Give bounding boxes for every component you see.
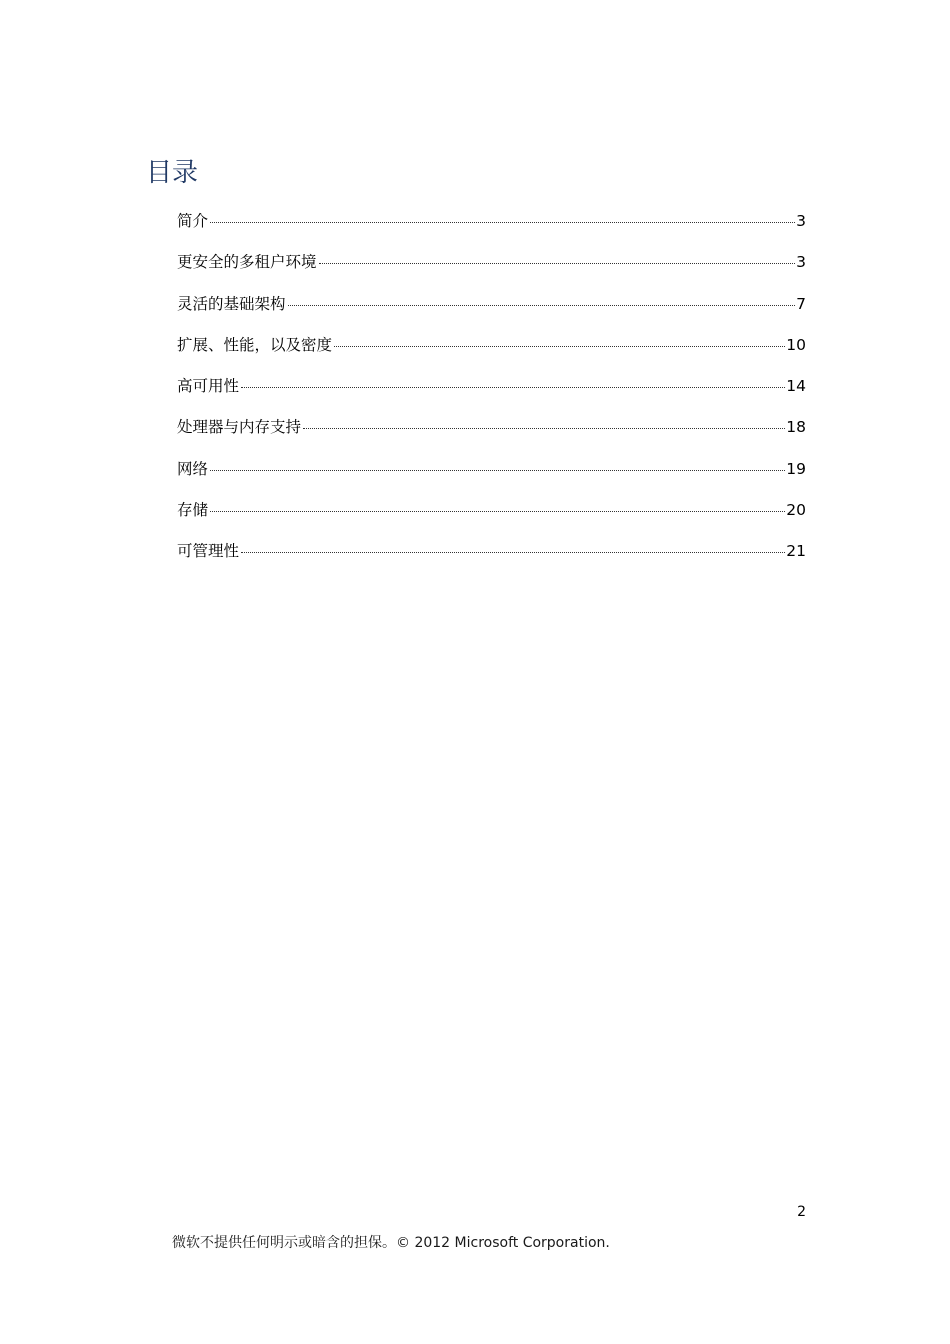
toc-entry-label[interactable]: 网络 bbox=[177, 459, 209, 478]
table-of-contents bbox=[177, 208, 806, 580]
toc-entry-page[interactable]: 21 bbox=[786, 542, 806, 561]
toc-dot-leader bbox=[334, 346, 785, 347]
toc-entry[interactable] bbox=[177, 414, 806, 455]
toc-dot-leader bbox=[319, 263, 796, 264]
toc-dot-leader bbox=[303, 428, 785, 429]
toc-entry-label[interactable]: 更安全的多租户环境 bbox=[177, 253, 317, 272]
toc-entry[interactable] bbox=[177, 456, 806, 497]
toc-dot-leader bbox=[210, 511, 785, 512]
toc-entry-page[interactable]: 3 bbox=[796, 253, 806, 272]
toc-entry[interactable] bbox=[177, 208, 806, 249]
page-number: 2 bbox=[797, 1204, 806, 1220]
footer-disclaimer: 微软不提供任何明示或暗含的担保。© 2012 Microsoft Corporation. bbox=[172, 1235, 610, 1251]
toc-entry-label[interactable]: 处理器与内存支持 bbox=[177, 418, 302, 437]
toc-entry-label[interactable]: 扩展、性能，以及密度 bbox=[177, 335, 333, 354]
toc-entry-page[interactable]: 20 bbox=[786, 501, 806, 520]
toc-entry-page[interactable]: 10 bbox=[786, 335, 806, 354]
toc-dot-leader bbox=[241, 387, 785, 388]
toc-entry-label[interactable]: 简介 bbox=[177, 212, 209, 230]
toc-entry-page[interactable]: 3 bbox=[796, 212, 806, 230]
toc-dot-leader bbox=[288, 305, 796, 306]
toc-entry-page[interactable]: 7 bbox=[796, 294, 806, 313]
toc-dot-leader bbox=[210, 470, 785, 471]
toc-entry-page[interactable]: 19 bbox=[786, 459, 806, 478]
toc-entry-page[interactable]: 14 bbox=[786, 377, 806, 396]
toc-dot-leader bbox=[241, 552, 785, 553]
toc-title: 目录 bbox=[146, 158, 199, 188]
toc-entry-label[interactable]: 高可用性 bbox=[177, 377, 240, 396]
toc-entry[interactable] bbox=[177, 538, 806, 579]
toc-entry-label[interactable]: 灵活的基础架构 bbox=[177, 294, 286, 313]
toc-entry[interactable] bbox=[177, 373, 806, 414]
toc-entry[interactable] bbox=[177, 332, 806, 373]
toc-dot-leader bbox=[210, 222, 795, 223]
toc-entry[interactable] bbox=[177, 249, 806, 290]
toc-entry[interactable] bbox=[177, 497, 806, 538]
toc-entry-label[interactable]: 可管理性 bbox=[177, 542, 240, 561]
toc-entry-page[interactable]: 18 bbox=[786, 418, 806, 437]
toc-entry-label[interactable]: 存储 bbox=[177, 501, 209, 520]
toc-entry[interactable] bbox=[177, 291, 806, 332]
